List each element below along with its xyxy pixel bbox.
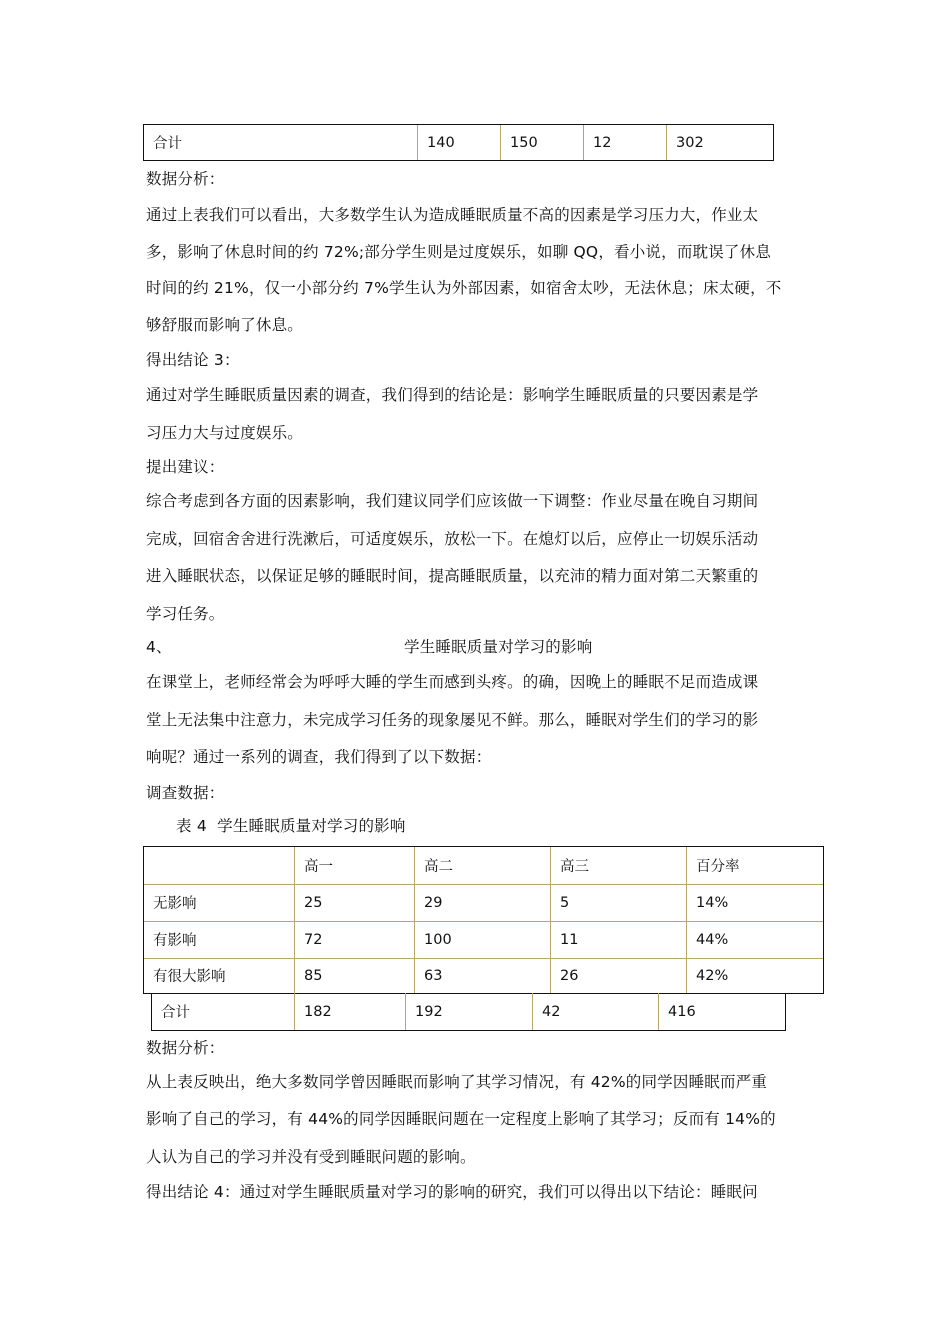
paragraph-line: 多，影响了休息时间的约 72%;部分学生则是过度娱乐，如聊 QQ，看小说，而耽误了休息 — [146, 243, 772, 261]
paragraph-line: 从上表反映出，绝大多数同学曾因睡眠而影响了其学习情况，有 42%的同学因睡眠而严重 — [146, 1073, 768, 1091]
table-cell: 63 — [415, 958, 551, 993]
table-cell: 26 — [551, 958, 687, 993]
table-header-cell: 高一 — [295, 847, 415, 884]
paragraph-line: 通过对学生睡眠质量因素的调查，我们得到的结论是：影响学生睡眠质量的只要因素是学 — [146, 386, 759, 404]
paragraph-line: 够舒服而影响了休息。 — [146, 316, 304, 334]
table-cell: 85 — [295, 958, 415, 993]
table-cell: 合计 — [152, 993, 295, 1030]
paragraph: 得出结论 4：通过对学生睡眠质量对学习的影响的研究，我们可以得出以下结论：睡眠问 — [146, 1183, 758, 1201]
table-cell: 11 — [551, 921, 687, 958]
table-cell: 12 — [584, 125, 667, 160]
paragraph-line: 学习任务。 — [146, 605, 225, 623]
table-cell: 合计 — [144, 125, 418, 160]
paragraph-line: 进入睡眠状态，以保证足够的睡眠时间，提高睡眠质量，以充沛的精力面对第二天繁重的 — [146, 567, 759, 585]
table-cell: 140 — [418, 125, 501, 160]
table-cell: 72 — [295, 921, 415, 958]
table-cell: 29 — [415, 884, 551, 921]
paragraph-line: 习压力大与过度娱乐。 — [146, 424, 304, 442]
section-title: 学生睡眠质量对学习的影响 — [404, 638, 593, 656]
paragraph-line: 堂上无法集中注意力，未完成学习任务的现象屡见不鲜。那么，睡眠对学生们的学习的影 — [146, 711, 759, 729]
table-cell: 14% — [696, 894, 729, 911]
paragraph-line: 在课堂上，老师经常会为呼呼大睡的学生而感到头疼。的确，因晚上的睡眠不足而造成课 — [146, 673, 759, 691]
table-header-cell — [144, 847, 295, 884]
paragraph-line: 人认为自己的学习并没有受到睡眠问题的影响。 — [146, 1148, 476, 1166]
table-row — [144, 958, 823, 993]
table-cell: 44% — [696, 931, 729, 948]
table-header-cell: 高二 — [415, 847, 551, 884]
table-row — [144, 921, 823, 959]
paragraph-line: 影响了自己的学习，有 44%的同学因睡眠问题在一定程度上影响了其学习；反而有 14%的 — [146, 1110, 776, 1128]
section-number: 4、 — [146, 638, 172, 656]
paragraph: 数据分析： — [146, 170, 225, 188]
table-cell: 150 — [501, 125, 584, 160]
table-header-cell: 高三 — [551, 847, 687, 884]
paragraph-line: 响呢？通过一系列的调查，我们得到了以下数据： — [146, 748, 492, 766]
table-cell: 无影响 — [144, 884, 295, 921]
table-cell: 42 — [533, 993, 659, 1030]
table-cell: 有很大影响 — [144, 958, 295, 993]
table-cell: 416 — [668, 1003, 696, 1020]
paragraph-line: 通过上表我们可以看出，大多数学生认为造成睡眠质量不高的因素是学习压力大，作业太 — [146, 206, 759, 224]
paragraph: 得出结论 3： — [146, 351, 240, 369]
table3-total-row — [143, 124, 774, 161]
table-header-row — [144, 847, 823, 885]
table-cell: 25 — [295, 884, 415, 921]
table-row — [144, 884, 823, 922]
paragraph-line: 完成，回宿舍舍进行洗漱后，可适度娱乐，放松一下。在熄灯以后，应停止一切娱乐活动 — [146, 530, 759, 548]
table-cell: 100 — [415, 921, 551, 958]
table4 — [143, 846, 824, 994]
paragraph: 数据分析： — [146, 1039, 225, 1057]
paragraph-line: 综合考虑到各方面的因素影响，我们建议同学们应该做一下调整：作业尽量在晚自习期间 — [146, 492, 759, 510]
paragraph-line: 时间的约 21%，仅一小部分约 7%学生认为外部因素，如宿舍太吵，无法休息；床太硬，不 — [146, 279, 782, 297]
paragraph: 提出建议： — [146, 458, 225, 476]
table-cell: 42% — [696, 967, 729, 984]
paragraph: 调查数据： — [146, 784, 225, 802]
table-cell: 5 — [551, 884, 687, 921]
table-cell: 有影响 — [144, 921, 295, 958]
table4-total-row — [151, 993, 786, 1031]
table-cell: 302 — [676, 134, 704, 151]
table-cell: 192 — [406, 993, 533, 1030]
table-caption: 表 4 学生睡眠质量对学习的影响 — [176, 817, 406, 835]
table-header-cell: 百分率 — [696, 859, 740, 875]
table-cell: 182 — [295, 993, 406, 1030]
